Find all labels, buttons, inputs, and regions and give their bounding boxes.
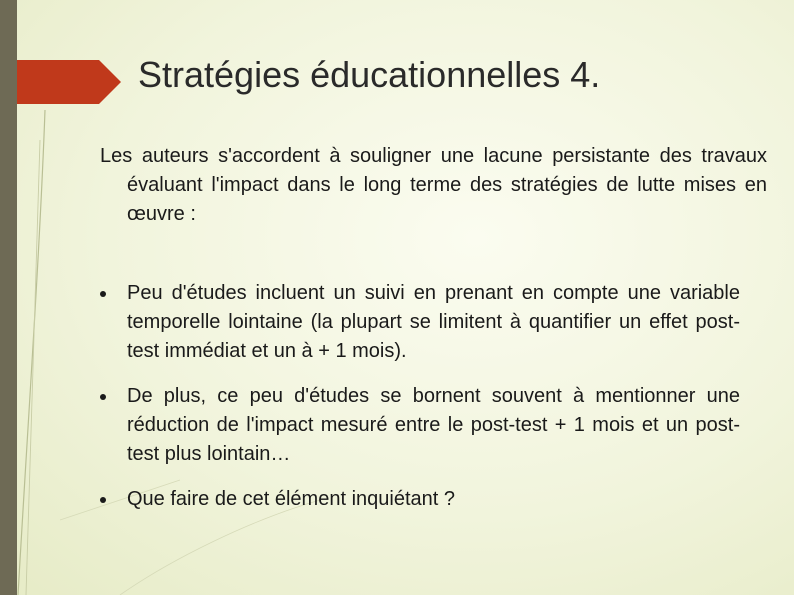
list-item xyxy=(100,382,740,469)
bullet-dot-icon xyxy=(100,394,106,400)
arrow-right-icon xyxy=(17,60,121,104)
list-item xyxy=(100,485,740,514)
bullet-dot-icon xyxy=(100,497,106,503)
intro-paragraph: Les auteurs s'accordent à souligner une lacune persistante des travaux évaluant l'impact dans le long terme des stratégies de lutte mises en œuvre : xyxy=(100,145,767,225)
bullet-text: De plus, ce peu d'études se bornent souvent à mentionner une réduction de l'impact mesuré entre le post-test + 1 mois et un post-test plus lointain… xyxy=(127,385,740,465)
bullet-text: Que faire de cet élément inquiétant ? xyxy=(127,488,455,510)
slide-title: Stratégies éducationnelles 4. xyxy=(138,54,601,95)
list-item xyxy=(100,279,740,366)
bullet-list xyxy=(100,279,740,514)
bullet-dot-icon xyxy=(100,291,106,297)
bullet-text: Peu d'études incluent un suivi en prenant en compte une variable temporelle lointaine (la plupart se limitent à quantifier un effet post-test immédiat et un à + 1 mois). xyxy=(127,282,740,362)
